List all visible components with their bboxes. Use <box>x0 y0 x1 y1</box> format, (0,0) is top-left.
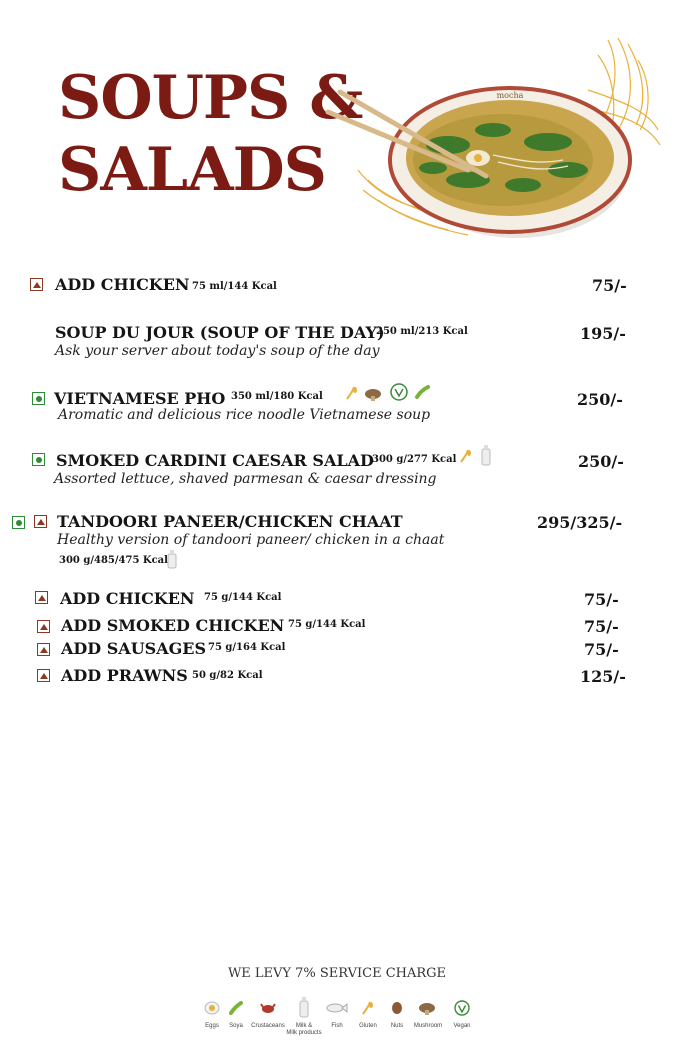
item-kcal: 50 g/82 Kcal <box>192 670 263 681</box>
mushroom-icon <box>418 1002 438 1016</box>
item-name: ADD CHICKEN <box>60 589 195 608</box>
item-kcal: 300 g/277 Kcal <box>372 454 457 465</box>
item-name: ADD PRAWNS <box>61 666 188 685</box>
title-line-2: SALADS <box>58 135 326 205</box>
vegan-icon <box>390 383 408 401</box>
legend-label: Eggs <box>205 1023 219 1029</box>
item-kcal: 250 ml/213 Kcal <box>376 326 468 337</box>
non-veg-mark <box>37 620 50 633</box>
item-name: TANDOORI PANEER/CHICKEN CHAAT <box>57 512 403 531</box>
legend-label: Crustaceans <box>251 1023 285 1029</box>
soya-icon <box>229 1000 243 1016</box>
soup-bowl-illustration <box>318 30 664 252</box>
item-price: 195/- <box>580 324 626 343</box>
legend-label: Vegan <box>453 1023 471 1029</box>
legend-label: Mushroom <box>413 1023 443 1029</box>
item-price: 250/- <box>578 452 624 471</box>
item-description: Aromatic and delicious rice noodle Vietnamese soup <box>58 407 431 423</box>
veg-mark <box>32 453 45 466</box>
non-veg-mark <box>37 643 50 656</box>
gluten-icon <box>458 448 474 464</box>
item-price: 295/325/- <box>537 513 623 532</box>
item-price: 125/- <box>580 667 626 686</box>
item-price: 250/- <box>577 390 623 409</box>
non-veg-mark <box>34 515 47 528</box>
item-kcal: 75 g/144 Kcal <box>204 592 282 603</box>
item-description: Ask your server about today's soup of the day <box>55 343 380 359</box>
allergen-legend <box>196 1000 476 1044</box>
bowl-brand: mocha <box>496 91 524 100</box>
item-kcal: 300 g/485/475 Kcal <box>59 555 168 566</box>
item-price: 75/- <box>584 617 619 636</box>
veg-mark <box>12 516 25 529</box>
crab-icon <box>259 1001 277 1015</box>
legend-label: Soya <box>229 1023 243 1029</box>
gluten-icon <box>360 1000 376 1016</box>
nut-icon <box>390 1001 404 1015</box>
non-veg-mark <box>35 591 48 604</box>
item-name: ADD SMOKED CHICKEN <box>61 616 285 635</box>
item-name: ADD CHICKEN <box>55 275 190 294</box>
item-price: 75/- <box>592 276 627 295</box>
soya-icon <box>414 384 430 400</box>
gluten-icon <box>344 385 360 401</box>
legend-label: Gluten <box>359 1023 377 1029</box>
item-description: Healthy version of tandoori paneer/ chicken in a chaat <box>57 532 445 548</box>
veg-mark <box>32 392 45 405</box>
item-kcal: 75 g/144 Kcal <box>288 619 366 630</box>
milk-icon <box>166 549 178 569</box>
fish-icon <box>326 1002 348 1014</box>
title-line-1: SOUPS & <box>58 63 363 133</box>
legend-label: Fish <box>331 1023 343 1029</box>
item-name: SOUP DU JOUR (SOUP OF THE DAY) <box>55 323 385 342</box>
milk-icon <box>480 444 492 466</box>
item-kcal: 350 ml/180 Kcal <box>231 391 323 402</box>
item-description: Assorted lettuce, shaved parmesan & caesar dressing <box>54 471 437 487</box>
legend-label: Nuts <box>390 1023 404 1029</box>
item-price: 75/- <box>584 640 619 659</box>
non-veg-mark <box>30 278 43 291</box>
mushroom-icon <box>364 387 384 403</box>
item-kcal: 75 g/164 Kcal <box>208 642 286 653</box>
item-name: ADD SAUSAGES <box>61 639 207 658</box>
milk-icon <box>298 996 310 1018</box>
egg-icon <box>204 1000 220 1016</box>
vegan-icon <box>454 1000 470 1016</box>
non-veg-mark <box>37 669 50 682</box>
service-charge-note: WE LEVY 7% SERVICE CHARGE <box>227 966 447 981</box>
item-price: 75/- <box>584 590 619 609</box>
item-kcal: 75 ml/144 Kcal <box>192 281 277 292</box>
item-name: SMOKED CARDINI CAESAR SALAD <box>56 451 374 470</box>
legend-label: Milk & Milk products <box>286 1023 322 1036</box>
item-name: VIETNAMESE PHO <box>54 389 226 408</box>
